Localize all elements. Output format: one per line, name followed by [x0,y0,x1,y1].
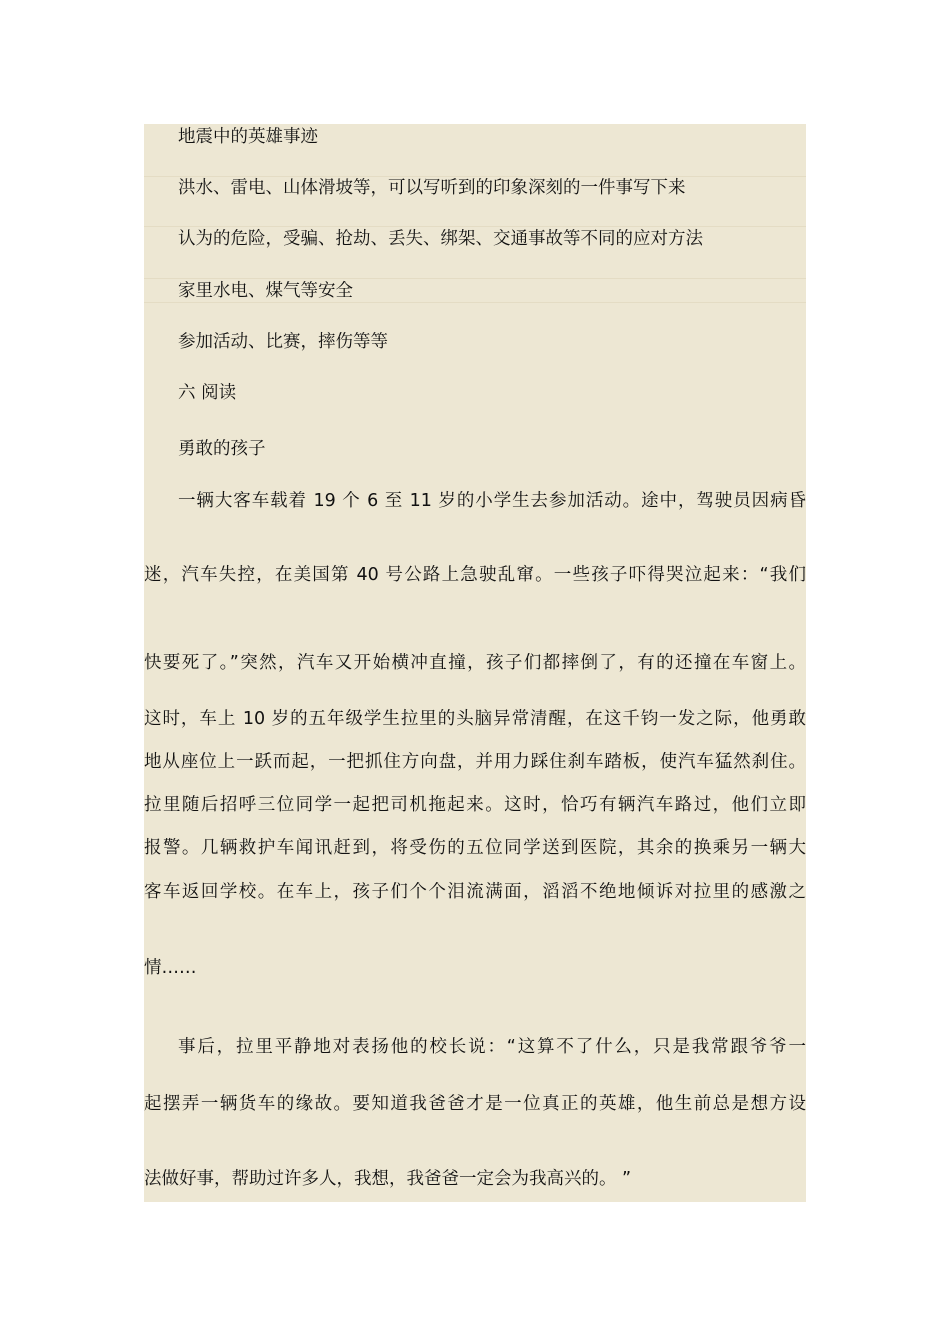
paragraph-line: 快要死了。”突然，汽车又开始横冲直撞，孩子们都摔倒了，有的还撞在车窗上。 [144,653,806,673]
document-page [144,124,806,1202]
paragraph-line: 地从座位上一跃而起，一把抓住方向盘，并用力踩住刹车踏板，使汽车猛然刹住。 [144,752,806,772]
paragraph-line: 客车返回学校。在车上，孩子们个个泪流满面，滔滔不绝地倾诉对拉里的感激之 [144,882,806,902]
paragraph-line: 这时，车上 10 岁的五年级学生拉里的头脑异常清醒，在这千钧一发之际，他勇敢 [144,709,806,729]
text-line-1: 地震中的英雄事迹 [178,127,318,147]
paragraph-line: 事后，拉里平静地对表扬他的校长说：“这算不了什么，只是我常跟爷爷一 [178,1037,806,1057]
paragraph-line: 法做好事，帮助过许多人，我想，我爸爸一定会为我高兴的。 ” [144,1169,632,1189]
paragraph-line: 报警。几辆救护车闻讯赶到，将受伤的五位同学送到医院，其余的换乘另一辆大 [144,838,806,858]
paragraph-line: 起摆弄一辆货车的缘故。要知道我爸爸才是一位真正的英雄，他生前总是想方设 [144,1094,806,1114]
text-line-3: 认为的危险，受骗、抢劫、丢失、绑架、交通事故等不同的应对方法 [178,229,703,249]
paragraph-line: 拉里随后招呼三位同学一起把司机拖起来。这时，恰巧有辆汽车路过，他们立即 [144,795,806,815]
text-line-5: 参加活动、比赛，摔伤等等 [178,332,388,352]
text-line-2: 洪水、雷电、山体滑坡等，可以写听到的印象深刻的一件事写下来 [178,178,686,198]
text-line-4: 家里水电、煤气等安全 [178,281,353,301]
paragraph-line: 一辆大客车载着 19 个 6 至 11 岁的小学生去参加活动。途中，驾驶员因病昏 [178,491,806,511]
paragraph-line: 迷，汽车失控，在美国第 40 号公路上急驶乱窜。一些孩子吓得哭泣起来：“我们 [144,565,806,585]
story-title: 勇敢的孩子 [178,439,266,459]
section-heading: 六 阅读 [178,383,237,403]
paragraph-line: 情…… [144,958,197,978]
